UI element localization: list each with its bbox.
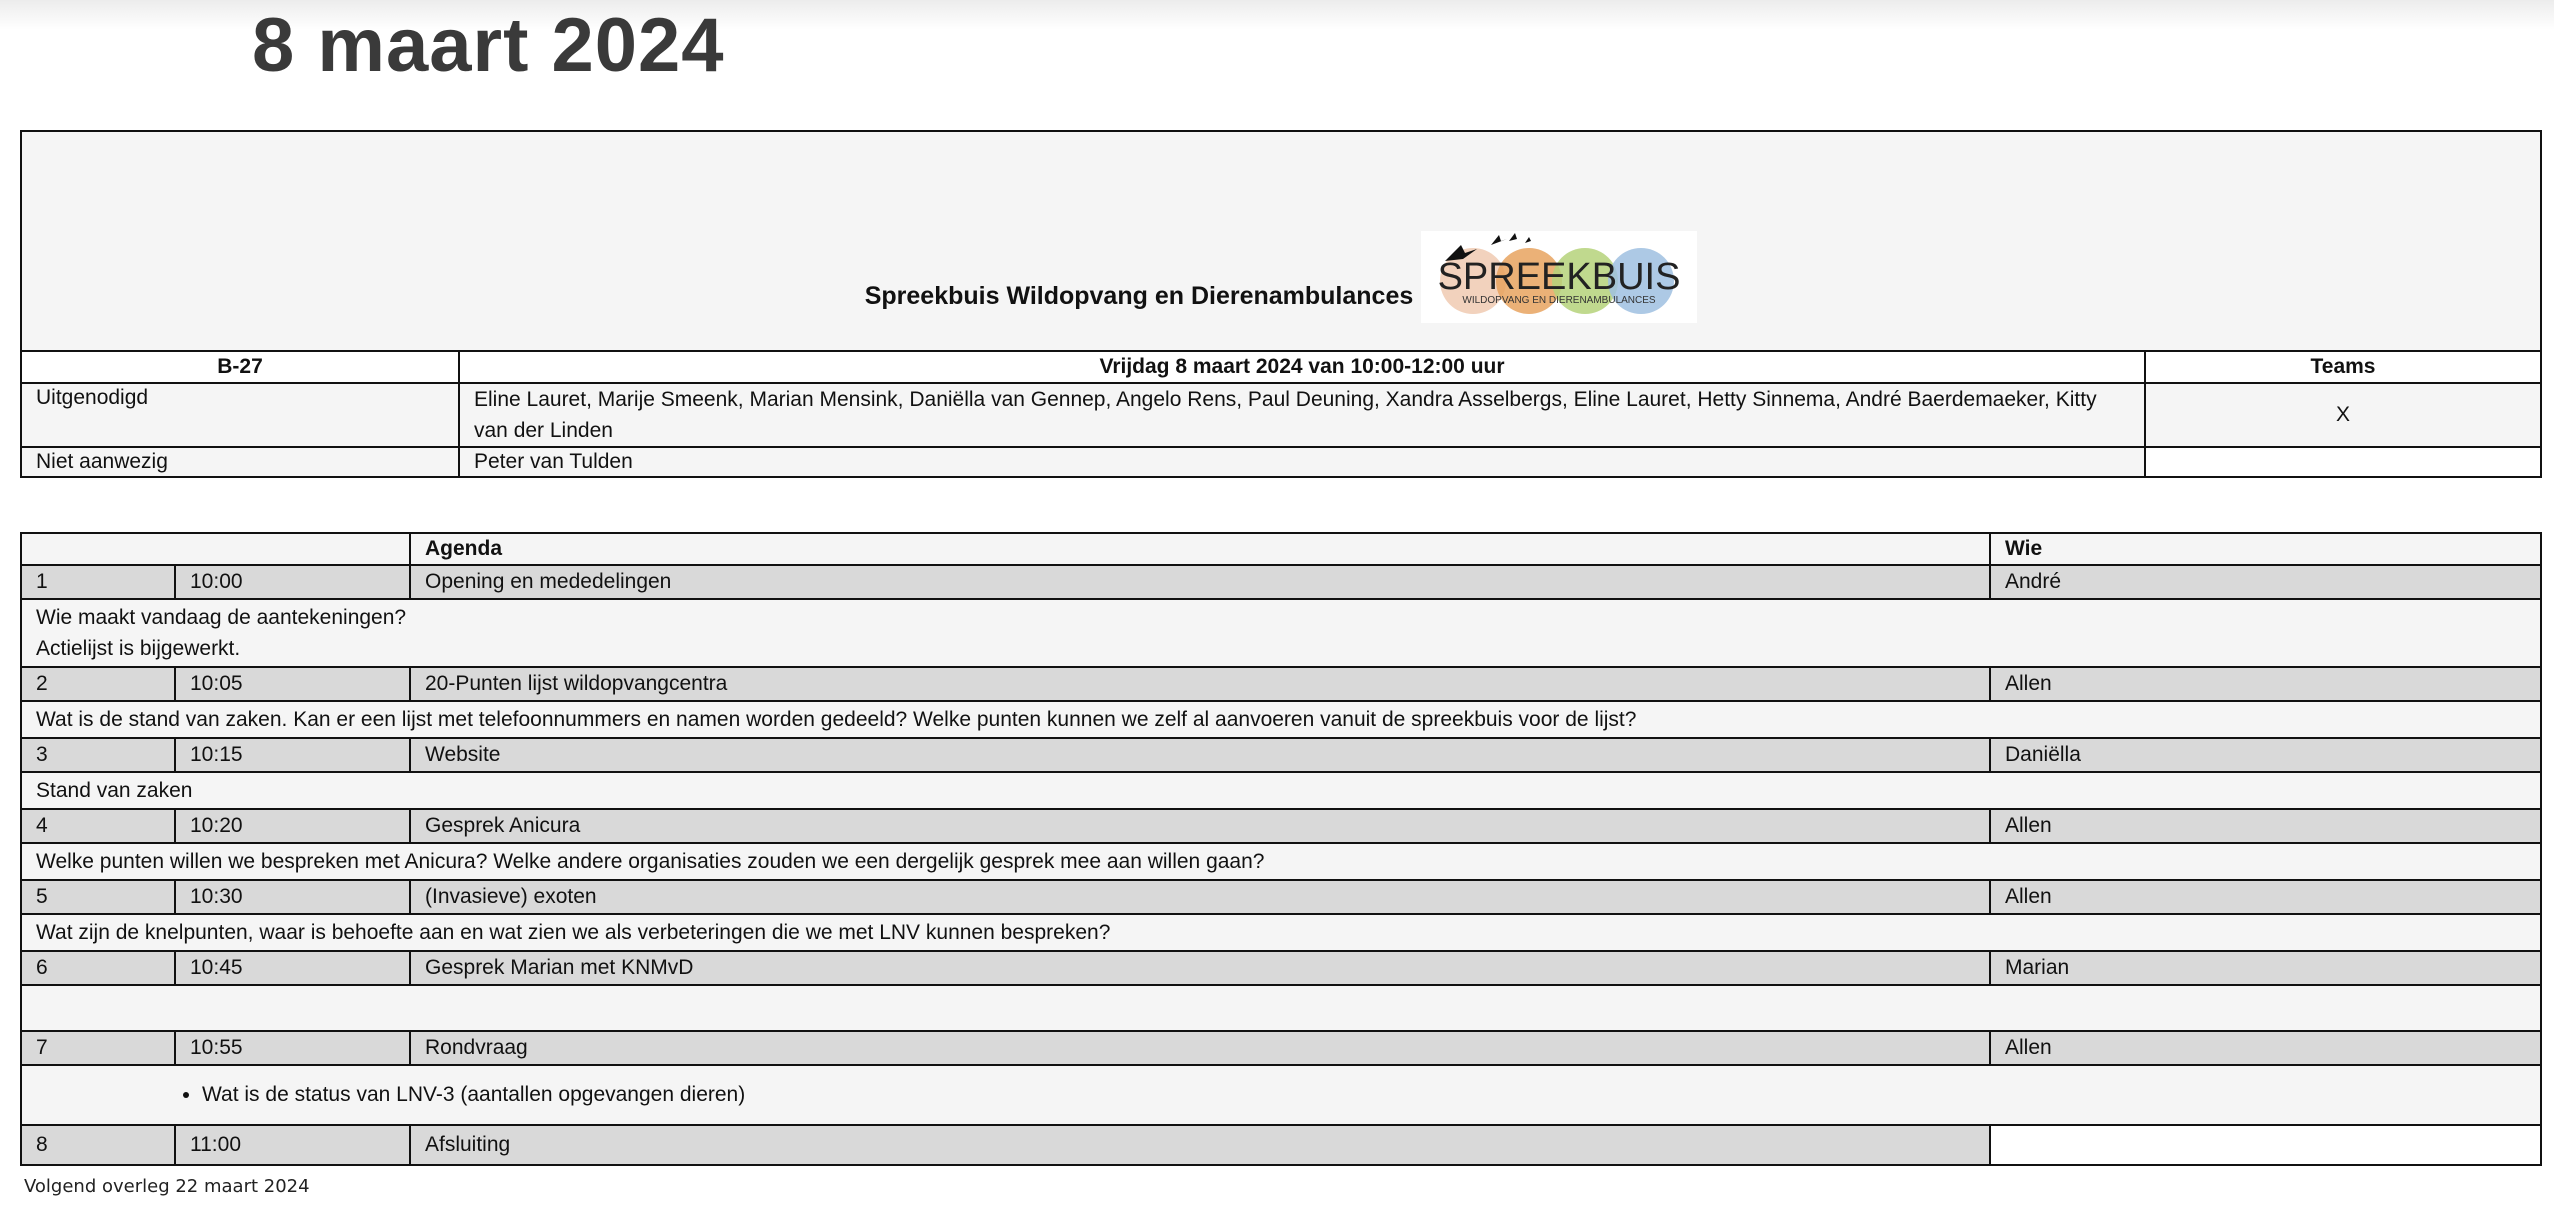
item-who: Allen <box>1990 667 2541 701</box>
item-who: André <box>1990 565 2541 599</box>
absent-names: Peter van Tulden <box>459 447 2145 477</box>
item-notes-row <box>21 772 2541 809</box>
item-time: 10:30 <box>175 880 410 914</box>
bird-icon <box>1491 235 1507 245</box>
agenda-item <box>21 667 2541 701</box>
item-number: 6 <box>21 951 175 985</box>
invited-names: Eline Lauret, Marije Smeenk, Marian Mensink, Daniëlla van Gennep, Angelo Rens, Paul Deuning, Xandra Asselbergs, Eline Lauret, Hetty Sinnema, André Baerdemaeker, Kitty van der Linden <box>459 383 2145 447</box>
agenda-item <box>21 880 2541 914</box>
item-who <box>1990 1125 2541 1165</box>
item-notes-empty <box>21 985 2541 1031</box>
meeting-datetime: Vrijdag 8 maart 2024 van 10:00-12:00 uur <box>459 351 2145 383</box>
logo-subtitle: WILDOPVANG EN DIERENAMBULANCES <box>1462 295 1656 306</box>
item-number: 8 <box>21 1125 175 1165</box>
agenda-item <box>21 951 2541 985</box>
item-notes-row <box>21 914 2541 951</box>
agenda-header: Agenda <box>410 533 1990 565</box>
item-topic: Rondvraag <box>410 1031 1990 1065</box>
item-notes-row <box>21 701 2541 738</box>
agenda-head-blank <box>21 533 410 565</box>
logo-title: SPREEKBUIS <box>1437 256 1681 298</box>
item-notes: Welke punten willen we bespreken met Anicura? Welke andere organisaties zouden we een dergelijk gesprek mee aan willen gaan? <box>21 843 2541 880</box>
absent-mark <box>2145 447 2541 477</box>
absent-label: Niet aanwezig <box>21 447 459 477</box>
item-notes: Wat zijn de knelpunten, waar is behoefte aan en wat zien we als verbeteringen die we met LNV kunnen bespreken? <box>21 914 2541 951</box>
item-notes-row <box>21 985 2541 1031</box>
page-title: 8 maart 2024 <box>252 3 725 88</box>
item-time: 10:45 <box>175 951 410 985</box>
item-time: 10:15 <box>175 738 410 772</box>
item-time: 10:55 <box>175 1031 410 1065</box>
note-line: Actielijst is bijgewerkt. <box>36 637 241 660</box>
item-notes-row <box>21 843 2541 880</box>
item-number: 3 <box>21 738 175 772</box>
item-notes-row <box>21 1065 2541 1125</box>
item-time: 10:20 <box>175 809 410 843</box>
item-time: 10:05 <box>175 667 410 701</box>
next-meeting-note: Volgend overleg 22 maart 2024 <box>24 1176 310 1197</box>
item-topic: (Invasieve) exoten <box>410 880 1990 914</box>
item-notes: Wat is de stand van zaken. Kan er een lijst met telefoonnummers en namen worden gedeeld? Welke punten kunnen we zelf al aanvoeren vanuit de spreekbuis voor de lijst? <box>21 701 2541 738</box>
meeting-platform: Teams <box>2145 351 2541 383</box>
item-topic: Opening en mededelingen <box>410 565 1990 599</box>
spreekbuis-logo <box>1421 231 1697 323</box>
logo-graphic <box>1421 231 1697 323</box>
organization-name: Spreekbuis Wildopvang en Dierenambulances <box>864 282 1414 310</box>
item-number: 5 <box>21 880 175 914</box>
invited-label: Uitgenodigd <box>21 383 459 447</box>
item-number: 4 <box>21 809 175 843</box>
agenda-item <box>21 809 2541 843</box>
item-who: Allen <box>1990 1031 2541 1065</box>
item-who: Allen <box>1990 809 2541 843</box>
item-topic: Gesprek Anicura <box>410 809 1990 843</box>
meeting-room: B-27 <box>21 351 459 383</box>
item-topic: Website <box>410 738 1990 772</box>
who-header: Wie <box>1990 533 2541 565</box>
item-number: 1 <box>21 565 175 599</box>
agenda-item <box>21 738 2541 772</box>
bird-icon <box>1525 237 1531 243</box>
item-topic: Gesprek Marian met KNMvD <box>410 951 1990 985</box>
item-notes-row <box>21 599 2541 667</box>
item-time: 11:00 <box>175 1125 410 1165</box>
agenda-table <box>20 532 2542 1166</box>
item-topic: Afsluiting <box>410 1125 1990 1165</box>
banner-cell <box>21 131 2541 351</box>
item-who: Allen <box>1990 880 2541 914</box>
note-line: Wie maakt vandaag de aantekeningen? <box>36 606 407 629</box>
item-number: 7 <box>21 1031 175 1065</box>
bullet-list <box>36 1080 2526 1110</box>
meeting-header-table <box>20 130 2542 478</box>
agenda-item <box>21 1031 2541 1065</box>
bird-icon <box>1509 233 1517 241</box>
item-who: Daniëlla <box>1990 738 2541 772</box>
invited-mark: X <box>2145 383 2541 447</box>
item-number: 2 <box>21 667 175 701</box>
item-notes <box>21 599 2541 667</box>
bullet-item: • Wat is de status van LNV-3 (aantallen opgevangen dieren) <box>202 1080 2526 1110</box>
agenda-item <box>21 1125 2541 1165</box>
agenda-item <box>21 565 2541 599</box>
item-notes: Stand van zaken <box>21 772 2541 809</box>
item-notes <box>21 1065 2541 1125</box>
item-who: Marian <box>1990 951 2541 985</box>
item-topic: 20-Punten lijst wildopvangcentra <box>410 667 1990 701</box>
item-time: 10:00 <box>175 565 410 599</box>
